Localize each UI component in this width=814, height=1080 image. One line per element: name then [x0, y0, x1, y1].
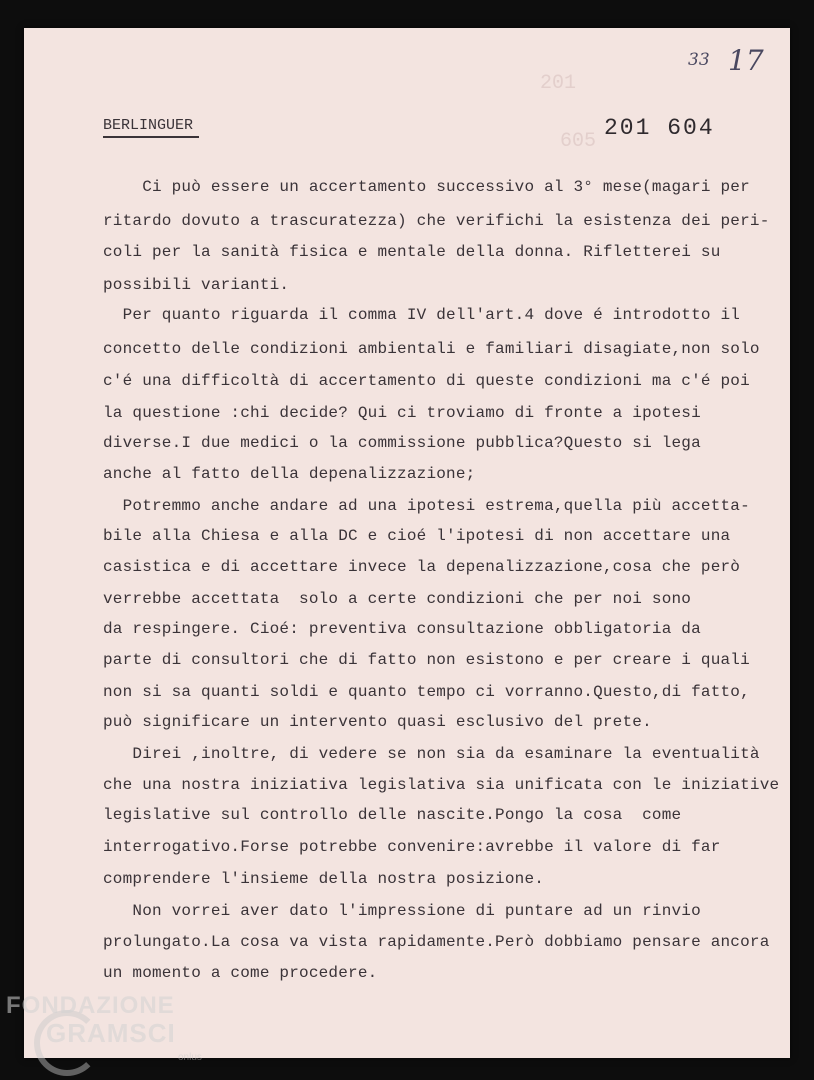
text-line: Per quanto riguarda il comma IV dell'art.4 dove é introdotto il: [103, 306, 741, 324]
header-name: BERLINGUER: [103, 117, 199, 138]
handwritten-number-2: 17: [728, 44, 764, 77]
text-line: non si sa quanti soldi e quanto tempo ci vorranno.Questo,di fatto,: [103, 683, 750, 701]
text-line: casistica e di accettare invece la depenalizzazione,cosa che però: [103, 558, 741, 576]
bleed-through-number-2: 605: [560, 130, 597, 153]
text-line: coli per la sanità fisica e mentale della donna. Rifletterei su: [103, 243, 721, 261]
text-line: Direi ,inoltre, di vedere se non sia da esaminare la eventualità: [103, 745, 760, 763]
text-line: Non vorrei aver dato l'impressione di puntare ad un rinvio: [103, 902, 701, 920]
text-line: un momento a come procedere.: [103, 964, 378, 982]
text-line: può significare un intervento quasi esclusivo del prete.: [103, 713, 652, 731]
text-line: prolungato.La cosa va vista rapidamente.Però dobbiamo pensare ancora: [103, 933, 770, 951]
text-line: parte di consultori che di fatto non esistono e per creare i quali: [103, 651, 750, 669]
text-line: verrebbe accettata solo a certe condizioni che per noi sono: [103, 590, 692, 608]
text-line: anche al fatto della depenalizzazione;: [103, 465, 476, 483]
document-code: 201 604: [604, 115, 715, 141]
text-line: bile alla Chiesa e alla DC e cioé l'ipotesi di non accettare una: [103, 527, 731, 545]
text-line: diverse.I due medici o la commissione pubblica?Questo si lega: [103, 434, 701, 452]
text-line: legislative sul controllo delle nascite.Pongo la cosa come: [103, 806, 682, 824]
text-line: da respingere. Cioé: preventiva consultazione obbligatoria da: [103, 620, 701, 638]
text-line: comprendere l'insieme della nostra posizione.: [103, 870, 545, 888]
watermark-logo: [6, 992, 176, 1049]
bleed-through-number-1: 201: [540, 72, 577, 95]
text-line: la questione :chi decide? Qui ci troviamo di fronte a ipotesi: [103, 404, 701, 422]
watermark-line-2: GRAMSCI: [46, 1018, 176, 1048]
text-line: c'é una difficoltà di accertamento di queste condizioni ma c'é poi: [103, 372, 750, 390]
text-line: Potremmo anche andare ad una ipotesi estrema,quella più accetta-: [103, 497, 750, 515]
text-line: interrogativo.Forse potrebbe convenire:avrebbe il valore di far: [103, 838, 721, 856]
text-line: concetto delle condizioni ambientali e familiari disagiate,non solo: [103, 340, 760, 358]
watermark-line-1: FONDAZIONE: [6, 992, 175, 1019]
text-line: ritardo dovuto a trascuratezza) che verifichi la esistenza dei peri-: [103, 212, 770, 230]
text-line: che una nostra iniziativa legislativa sia unificata con le iniziative: [103, 776, 780, 794]
watermark-suffix: onlus: [178, 1052, 202, 1063]
handwritten-number-1: 33: [688, 50, 710, 70]
text-line: Ci può essere un accertamento successivo al 3° mese(magari per: [103, 178, 750, 196]
text-line: possibili varianti.: [103, 276, 290, 294]
